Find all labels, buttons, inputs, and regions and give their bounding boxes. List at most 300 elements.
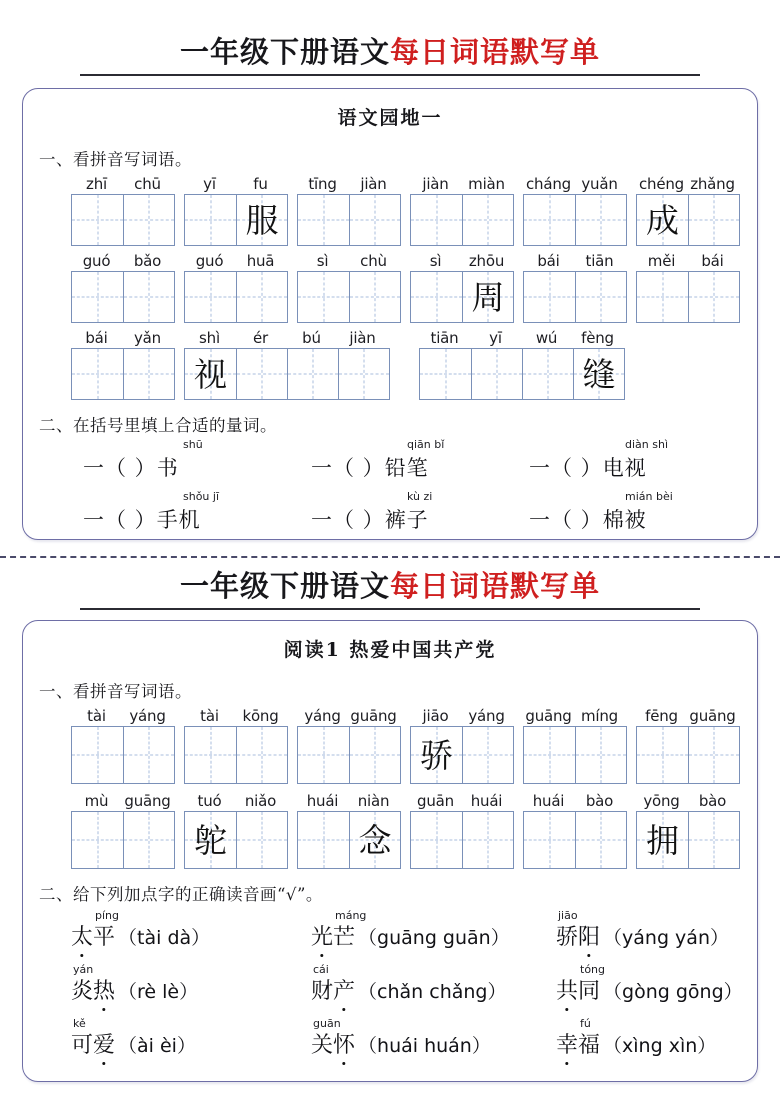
- tianzige-boxes[interactable]: [71, 348, 175, 400]
- measure-word-item[interactable]: [311, 438, 529, 482]
- cell-char: 念: [358, 820, 392, 860]
- cell-char: 鸵: [194, 820, 227, 860]
- pinyin-syllable: jiāo: [422, 707, 449, 725]
- pick-reading-word: [556, 979, 600, 1005]
- writing-cell[interactable]: [349, 727, 400, 783]
- writing-cell[interactable]: [72, 272, 123, 322]
- pick-reading-item[interactable]: [556, 963, 743, 1005]
- pinyin-syllable: cháng: [526, 175, 571, 193]
- writing-cell[interactable]: [123, 272, 174, 322]
- writing-cell[interactable]: [298, 727, 349, 783]
- writing-cell[interactable]: [522, 349, 573, 399]
- measure-word-item[interactable]: [529, 490, 673, 534]
- pick-reading-char: 热: [93, 979, 116, 1004]
- pinyin-line: [410, 792, 514, 811]
- pinyin-syllable: niǎo: [244, 792, 277, 810]
- measure-word-text[interactable]: [311, 452, 529, 482]
- word-group: [636, 792, 740, 869]
- writing-cell[interactable]: [185, 727, 236, 783]
- pick-reading-options[interactable]: （guāng guān）: [358, 927, 510, 949]
- cell-char: 拥: [646, 820, 679, 860]
- cell-char: 骄: [420, 735, 453, 775]
- pick-reading-pinyin: máng: [335, 909, 367, 922]
- tianzige-boxes[interactable]: [71, 726, 175, 784]
- section-heading-1-1: 一、看拼音写词语。: [39, 150, 192, 169]
- measure-word-text[interactable]: [83, 452, 311, 482]
- tianzige-boxes[interactable]: [184, 271, 288, 323]
- pinyin-syllable: mù: [84, 792, 109, 810]
- pick-reading-char: 芒: [333, 925, 356, 950]
- pinyin-syllable: bái: [85, 329, 108, 347]
- writing-cell[interactable]: [637, 272, 688, 322]
- pinyin-line: [636, 252, 740, 271]
- measure-word-blank[interactable]: 一（ ）: [83, 508, 157, 532]
- writing-cell[interactable]: [411, 812, 462, 868]
- tianzige-boxes[interactable]: [523, 811, 627, 869]
- measure-word-noun: 铅笔: [384, 456, 429, 480]
- measure-word-noun: 书: [156, 456, 179, 480]
- pick-reading-char: 太: [71, 925, 94, 950]
- word-group: [297, 175, 401, 246]
- tianzige-boxes[interactable]: [297, 194, 401, 246]
- pinyin-syllable: yáng: [468, 707, 505, 725]
- pinyin-line: [419, 329, 625, 348]
- writing-cell[interactable]: [185, 195, 236, 245]
- pick-reading-body: [311, 923, 556, 951]
- pinyin-syllable: yǎn: [134, 329, 161, 347]
- title-grade-text: 一年级下册语文: [179, 569, 390, 603]
- word-group: [297, 792, 401, 869]
- pinyin-syllable: chū: [134, 175, 161, 193]
- measure-word-text[interactable]: [529, 504, 673, 534]
- pick-reading-word: [71, 1033, 115, 1059]
- pick-reading-char: 福: [578, 1033, 601, 1058]
- word-group: [523, 175, 627, 246]
- writing-cell[interactable]: [462, 727, 513, 783]
- writing-cell[interactable]: [236, 727, 287, 783]
- pinyin-syllable: bào: [698, 792, 727, 810]
- pinyin-line: [71, 329, 175, 348]
- tianzige-boxes[interactable]: [184, 348, 390, 400]
- writing-cell[interactable]: [411, 727, 462, 783]
- pick-reading-row: [71, 963, 757, 1005]
- pinyin-syllable: yuǎn: [581, 175, 618, 193]
- pick-reading-pinyin: yán: [73, 963, 94, 976]
- pinyin-syllable: tiān: [430, 329, 459, 347]
- pick-reading-options[interactable]: （xìng xìn）: [603, 1035, 717, 1057]
- pinyin-syllable: fu: [253, 175, 268, 193]
- writing-cell[interactable]: [298, 812, 349, 868]
- pinyin-syllable: huái: [532, 792, 565, 810]
- pinyin-line: [523, 252, 627, 271]
- pinyin-syllable: miàn: [468, 175, 505, 193]
- tianzige-boxes[interactable]: [636, 811, 740, 869]
- pinyin-line: [184, 792, 288, 811]
- cell-char: 服: [245, 200, 279, 240]
- tianzige-boxes[interactable]: [184, 726, 288, 784]
- writing-cell[interactable]: [72, 349, 123, 399]
- word-group: [410, 252, 514, 323]
- pinyin-line: [71, 792, 175, 811]
- cell-char: 成: [646, 200, 679, 240]
- pinyin-syllable: jiàn: [360, 175, 387, 193]
- measure-word-text[interactable]: [83, 504, 311, 534]
- tianzige-boxes[interactable]: [410, 811, 514, 869]
- writing-cell[interactable]: [524, 812, 575, 868]
- tianzige-boxes[interactable]: [636, 271, 740, 323]
- pinyin-syllable: kōng: [242, 707, 279, 725]
- writing-cell[interactable]: [236, 349, 287, 399]
- pinyin-syllable: chù: [360, 252, 387, 270]
- writing-cell[interactable]: [338, 349, 389, 399]
- pick-reading-body: [556, 923, 729, 951]
- writing-cell[interactable]: [349, 812, 400, 868]
- pick-reading-row: [71, 909, 757, 951]
- measure-word-text[interactable]: [529, 452, 668, 482]
- measure-word-noun: 电视: [602, 456, 647, 480]
- word-group: [636, 252, 740, 323]
- pick-reading-char: 共: [556, 979, 579, 1004]
- measure-word-pinyin: kù zi: [407, 490, 433, 503]
- writing-cell[interactable]: [123, 195, 174, 245]
- writing-cell[interactable]: [524, 727, 575, 783]
- pinyin-syllable: jiàn: [422, 175, 449, 193]
- tianzige-boxes[interactable]: [636, 194, 740, 246]
- measure-word-pinyin: qiān bǐ: [407, 438, 445, 451]
- writing-cell[interactable]: [637, 812, 688, 868]
- pinyin-syllable: fèng: [581, 329, 614, 347]
- pick-reading-char: 怀: [333, 1033, 356, 1058]
- measure-word-blank[interactable]: 一（ ）: [311, 456, 385, 480]
- pinyin-syllable: guān: [417, 792, 454, 810]
- pinyin-syllable: tuó: [197, 792, 222, 810]
- measure-word-item[interactable]: [83, 438, 311, 482]
- pick-reading-body: [71, 923, 311, 951]
- pinyin-line: [410, 175, 514, 194]
- pick-reading-char: 可: [71, 1033, 94, 1058]
- pinyin-syllable: yī: [203, 175, 216, 193]
- tianzige-boxes[interactable]: [297, 811, 401, 869]
- measure-word-pinyin: shǒu jī: [183, 490, 220, 503]
- pick-reading-options[interactable]: （rè lè）: [118, 981, 199, 1003]
- pick-reading-char: 爱: [93, 1033, 116, 1058]
- pinyin-line: [71, 707, 175, 726]
- pinyin-line: [297, 252, 401, 271]
- measure-word-noun: 裤子: [384, 508, 429, 532]
- writing-cell[interactable]: [411, 195, 462, 245]
- pick-reading-item[interactable]: [556, 1017, 716, 1059]
- writing-cell[interactable]: [575, 272, 626, 322]
- tianzige-boxes[interactable]: [410, 194, 514, 246]
- pinyin-line: [184, 252, 288, 271]
- page-separator: [0, 556, 780, 558]
- pinyin-syllable: bǎo: [133, 252, 162, 270]
- pinyin-syllable: huā: [246, 252, 275, 270]
- card-title-2: 阅读1 热爱中国共产党: [283, 639, 497, 661]
- section-heading-2-2: 二、给下列加点字的正确读音画“√”。: [39, 885, 323, 904]
- pinyin-grid-row: [71, 175, 757, 246]
- pick-reading-char: 炎: [71, 979, 94, 1004]
- tianzige-boxes[interactable]: [410, 726, 514, 784]
- writing-cell[interactable]: [575, 195, 626, 245]
- word-group: [419, 329, 625, 400]
- pinyin-grid-row: [71, 792, 757, 869]
- measure-word-blank[interactable]: 一（ ）: [83, 456, 157, 480]
- tianzige-boxes[interactable]: [297, 271, 401, 323]
- writing-cell[interactable]: [688, 195, 739, 245]
- writing-cell[interactable]: [72, 727, 123, 783]
- pick-reading-options[interactable]: （gòng gōng）: [603, 981, 743, 1003]
- pinyin-syllable: guó: [82, 252, 111, 270]
- pinyin-syllable: zhī: [86, 175, 107, 193]
- pinyin-syllable: shì: [199, 329, 220, 347]
- pinyin-syllable: yōng: [643, 792, 680, 810]
- writing-cell[interactable]: [575, 812, 626, 868]
- writing-cell[interactable]: [349, 195, 400, 245]
- pick-reading-pinyin: cái: [313, 963, 329, 976]
- pick-reading-body: [556, 1031, 716, 1059]
- title-underline: [80, 608, 700, 610]
- pinyin-syllable: sì: [316, 252, 329, 270]
- pinyin-syllable: fēng: [645, 707, 678, 725]
- pick-reading-char: 幸: [556, 1033, 579, 1058]
- writing-cell[interactable]: [123, 349, 174, 399]
- section-heading-1-2: 二、在括号里填上合适的量词。: [39, 416, 277, 435]
- writing-cell[interactable]: [123, 727, 174, 783]
- pinyin-syllable: huái: [306, 792, 339, 810]
- tianzige-boxes[interactable]: [636, 726, 740, 784]
- writing-cell[interactable]: [411, 272, 462, 322]
- cell-char: 周: [471, 277, 505, 317]
- writing-cell[interactable]: [298, 272, 349, 322]
- pinyin-grid-row: [71, 252, 757, 323]
- pick-reading-body: [311, 1031, 556, 1059]
- pinyin-line: [184, 329, 390, 348]
- pinyin-syllable: bú: [302, 329, 321, 347]
- tianzige-boxes[interactable]: [297, 726, 401, 784]
- pinyin-syllable: yáng: [129, 707, 166, 725]
- tianzige-boxes[interactable]: [184, 811, 288, 869]
- pick-reading-word: [311, 925, 355, 951]
- word-group: [184, 252, 288, 323]
- pinyin-syllable: měi: [647, 252, 676, 270]
- pick-reading-word: [311, 979, 355, 1005]
- pinyin-syllable: huái: [470, 792, 503, 810]
- pick-reading-char: 平: [93, 925, 116, 950]
- word-group: [184, 175, 288, 246]
- writing-cell[interactable]: [236, 195, 287, 245]
- pick-reading-word: [556, 925, 600, 951]
- pick-reading-pinyin: jiāo: [558, 909, 578, 922]
- pick-reading-char: 光: [311, 925, 334, 950]
- writing-cell[interactable]: [471, 349, 522, 399]
- title-grade-text: 一年级下册语文: [179, 35, 390, 69]
- pinyin-syllable: zhǎng: [690, 175, 735, 193]
- pinyin-syllable: tiān: [585, 252, 614, 270]
- pick-reading-char: 关: [311, 1033, 334, 1058]
- pinyin-line: [71, 175, 175, 194]
- pick-reading-word: [71, 979, 115, 1005]
- pick-reading-item[interactable]: [556, 909, 729, 951]
- pick-reading-item[interactable]: [71, 1017, 311, 1059]
- pinyin-grid-row: [71, 329, 757, 400]
- writing-cell[interactable]: [462, 195, 513, 245]
- title-red-text: 每日词语默写单: [390, 35, 601, 69]
- measure-word-text[interactable]: [311, 504, 529, 534]
- pick-reading-word: [71, 925, 115, 951]
- pinyin-line: [523, 707, 627, 726]
- pinyin-syllable: tài: [200, 707, 219, 725]
- writing-cell[interactable]: [524, 195, 575, 245]
- pick-reading-body: [71, 977, 311, 1005]
- writing-cell[interactable]: [236, 812, 287, 868]
- pinyin-syllable: sì: [429, 252, 442, 270]
- writing-cell[interactable]: [185, 812, 236, 868]
- cell-char: 视: [194, 354, 227, 394]
- pick-reading-item[interactable]: [311, 909, 556, 951]
- writing-cell[interactable]: [462, 812, 513, 868]
- pick-reading-pinyin: tóng: [580, 963, 605, 976]
- pinyin-syllable: tài: [87, 707, 106, 725]
- pinyin-line: [636, 792, 740, 811]
- writing-cell[interactable]: [575, 727, 626, 783]
- pinyin-syllable: tīng: [308, 175, 337, 193]
- pinyin-syllable: niàn: [357, 792, 390, 810]
- title-red-text: 每日词语默写单: [390, 569, 601, 603]
- writing-cell[interactable]: [72, 812, 123, 868]
- pick-reading-word: [556, 1033, 600, 1059]
- word-group: [636, 707, 740, 784]
- tianzige-boxes[interactable]: [71, 271, 175, 323]
- measure-word-pinyin: diàn shì: [625, 438, 669, 451]
- writing-cell[interactable]: [287, 349, 338, 399]
- pick-reading-char: 骄: [556, 925, 579, 950]
- pick-reading-word: [311, 1033, 355, 1059]
- pick-reading-options[interactable]: （yáng yán）: [603, 927, 729, 949]
- word-group: [410, 175, 514, 246]
- pinyin-line: [297, 175, 401, 194]
- word-group: [410, 707, 514, 784]
- sheet-title-2: [0, 569, 780, 610]
- measure-word-pinyin: mián bèi: [625, 490, 673, 503]
- writing-cell[interactable]: [185, 349, 236, 399]
- measure-word-blank[interactable]: 一（ ）: [311, 508, 385, 532]
- tianzige-boxes[interactable]: [419, 348, 625, 400]
- title-underline: [80, 74, 700, 76]
- pinyin-line: [523, 175, 627, 194]
- writing-cell[interactable]: [524, 272, 575, 322]
- pick-reading-row: [71, 1017, 757, 1059]
- writing-cell[interactable]: [236, 272, 287, 322]
- pinyin-syllable: jiàn: [349, 329, 376, 347]
- writing-cell[interactable]: [349, 272, 400, 322]
- pinyin-line: [523, 792, 627, 811]
- measure-word-blank[interactable]: 一（ ）: [529, 508, 603, 532]
- pick-reading-item[interactable]: [311, 963, 556, 1005]
- tianzige-boxes[interactable]: [523, 726, 627, 784]
- writing-cell[interactable]: [185, 272, 236, 322]
- writing-cell[interactable]: [637, 195, 688, 245]
- pinyin-line: [410, 252, 514, 271]
- word-group: [523, 707, 627, 784]
- word-group: [71, 792, 175, 869]
- pick-reading-char: 产: [333, 979, 356, 1004]
- tianzige-boxes[interactable]: [71, 811, 175, 869]
- pinyin-syllable: guāng: [689, 707, 736, 725]
- pick-reading-item[interactable]: [71, 909, 311, 951]
- writing-cell[interactable]: [637, 727, 688, 783]
- pick-reading-char: 财: [311, 979, 334, 1004]
- word-group: [523, 252, 627, 323]
- word-group: [184, 792, 288, 869]
- pick-reading-item[interactable]: [71, 963, 311, 1005]
- pick-reading-char: 同: [578, 979, 601, 1004]
- pick-reading-options[interactable]: （chǎn chǎng）: [358, 981, 507, 1003]
- worksheet-card-1: [22, 88, 758, 540]
- measure-word-item[interactable]: [529, 438, 668, 482]
- word-group: [71, 175, 175, 246]
- measure-word-item[interactable]: [83, 490, 311, 534]
- writing-cell[interactable]: [420, 349, 471, 399]
- pinyin-line: [410, 707, 514, 726]
- pinyin-line: [636, 175, 740, 194]
- section-heading-2-1: 一、看拼音写词语。: [39, 682, 192, 701]
- pinyin-line: [184, 175, 288, 194]
- pinyin-syllable: chéng: [638, 175, 684, 193]
- pick-reading-pinyin: guān: [313, 1017, 341, 1030]
- word-group: [71, 252, 175, 323]
- writing-cell[interactable]: [72, 195, 123, 245]
- pinyin-syllable: guāng: [350, 707, 397, 725]
- tianzige-boxes[interactable]: [184, 194, 288, 246]
- pinyin-syllable: bái: [701, 252, 724, 270]
- pick-reading-options[interactable]: （tài dà）: [118, 927, 211, 949]
- writing-cell[interactable]: [573, 349, 624, 399]
- pick-reading-body: [556, 977, 743, 1005]
- tianzige-boxes[interactable]: [71, 194, 175, 246]
- word-group: [410, 792, 514, 869]
- writing-cell[interactable]: [298, 195, 349, 245]
- writing-cell[interactable]: [688, 727, 739, 783]
- measure-word-row: [83, 438, 757, 482]
- measure-word-row: [83, 490, 757, 534]
- writing-cell[interactable]: [688, 812, 739, 868]
- card-title-1: 语文园地一: [337, 107, 443, 129]
- pinyin-grid-row: [71, 707, 757, 784]
- pick-reading-char: 阳: [578, 925, 601, 950]
- pick-reading-options[interactable]: （ài èi）: [118, 1035, 196, 1057]
- pick-reading-options[interactable]: （huái huán）: [358, 1035, 491, 1057]
- tianzige-boxes[interactable]: [523, 271, 627, 323]
- writing-cell[interactable]: [462, 272, 513, 322]
- pinyin-line: [71, 252, 175, 271]
- worksheet-card-2: [22, 620, 758, 1082]
- pick-reading-body: [71, 1031, 311, 1059]
- pinyin-syllable: yáng: [304, 707, 341, 725]
- writing-cell[interactable]: [688, 272, 739, 322]
- word-group: [297, 707, 401, 784]
- tianzige-boxes[interactable]: [523, 194, 627, 246]
- pinyin-line: [297, 707, 401, 726]
- pinyin-syllable: wú: [535, 329, 558, 347]
- tianzige-boxes[interactable]: [410, 271, 514, 323]
- writing-cell[interactable]: [123, 812, 174, 868]
- pick-reading-item[interactable]: [311, 1017, 556, 1059]
- sheet-title-1: [0, 35, 780, 76]
- pinyin-syllable: bào: [585, 792, 614, 810]
- measure-word-item[interactable]: [311, 490, 529, 534]
- measure-word-blank[interactable]: 一（ ）: [529, 456, 603, 480]
